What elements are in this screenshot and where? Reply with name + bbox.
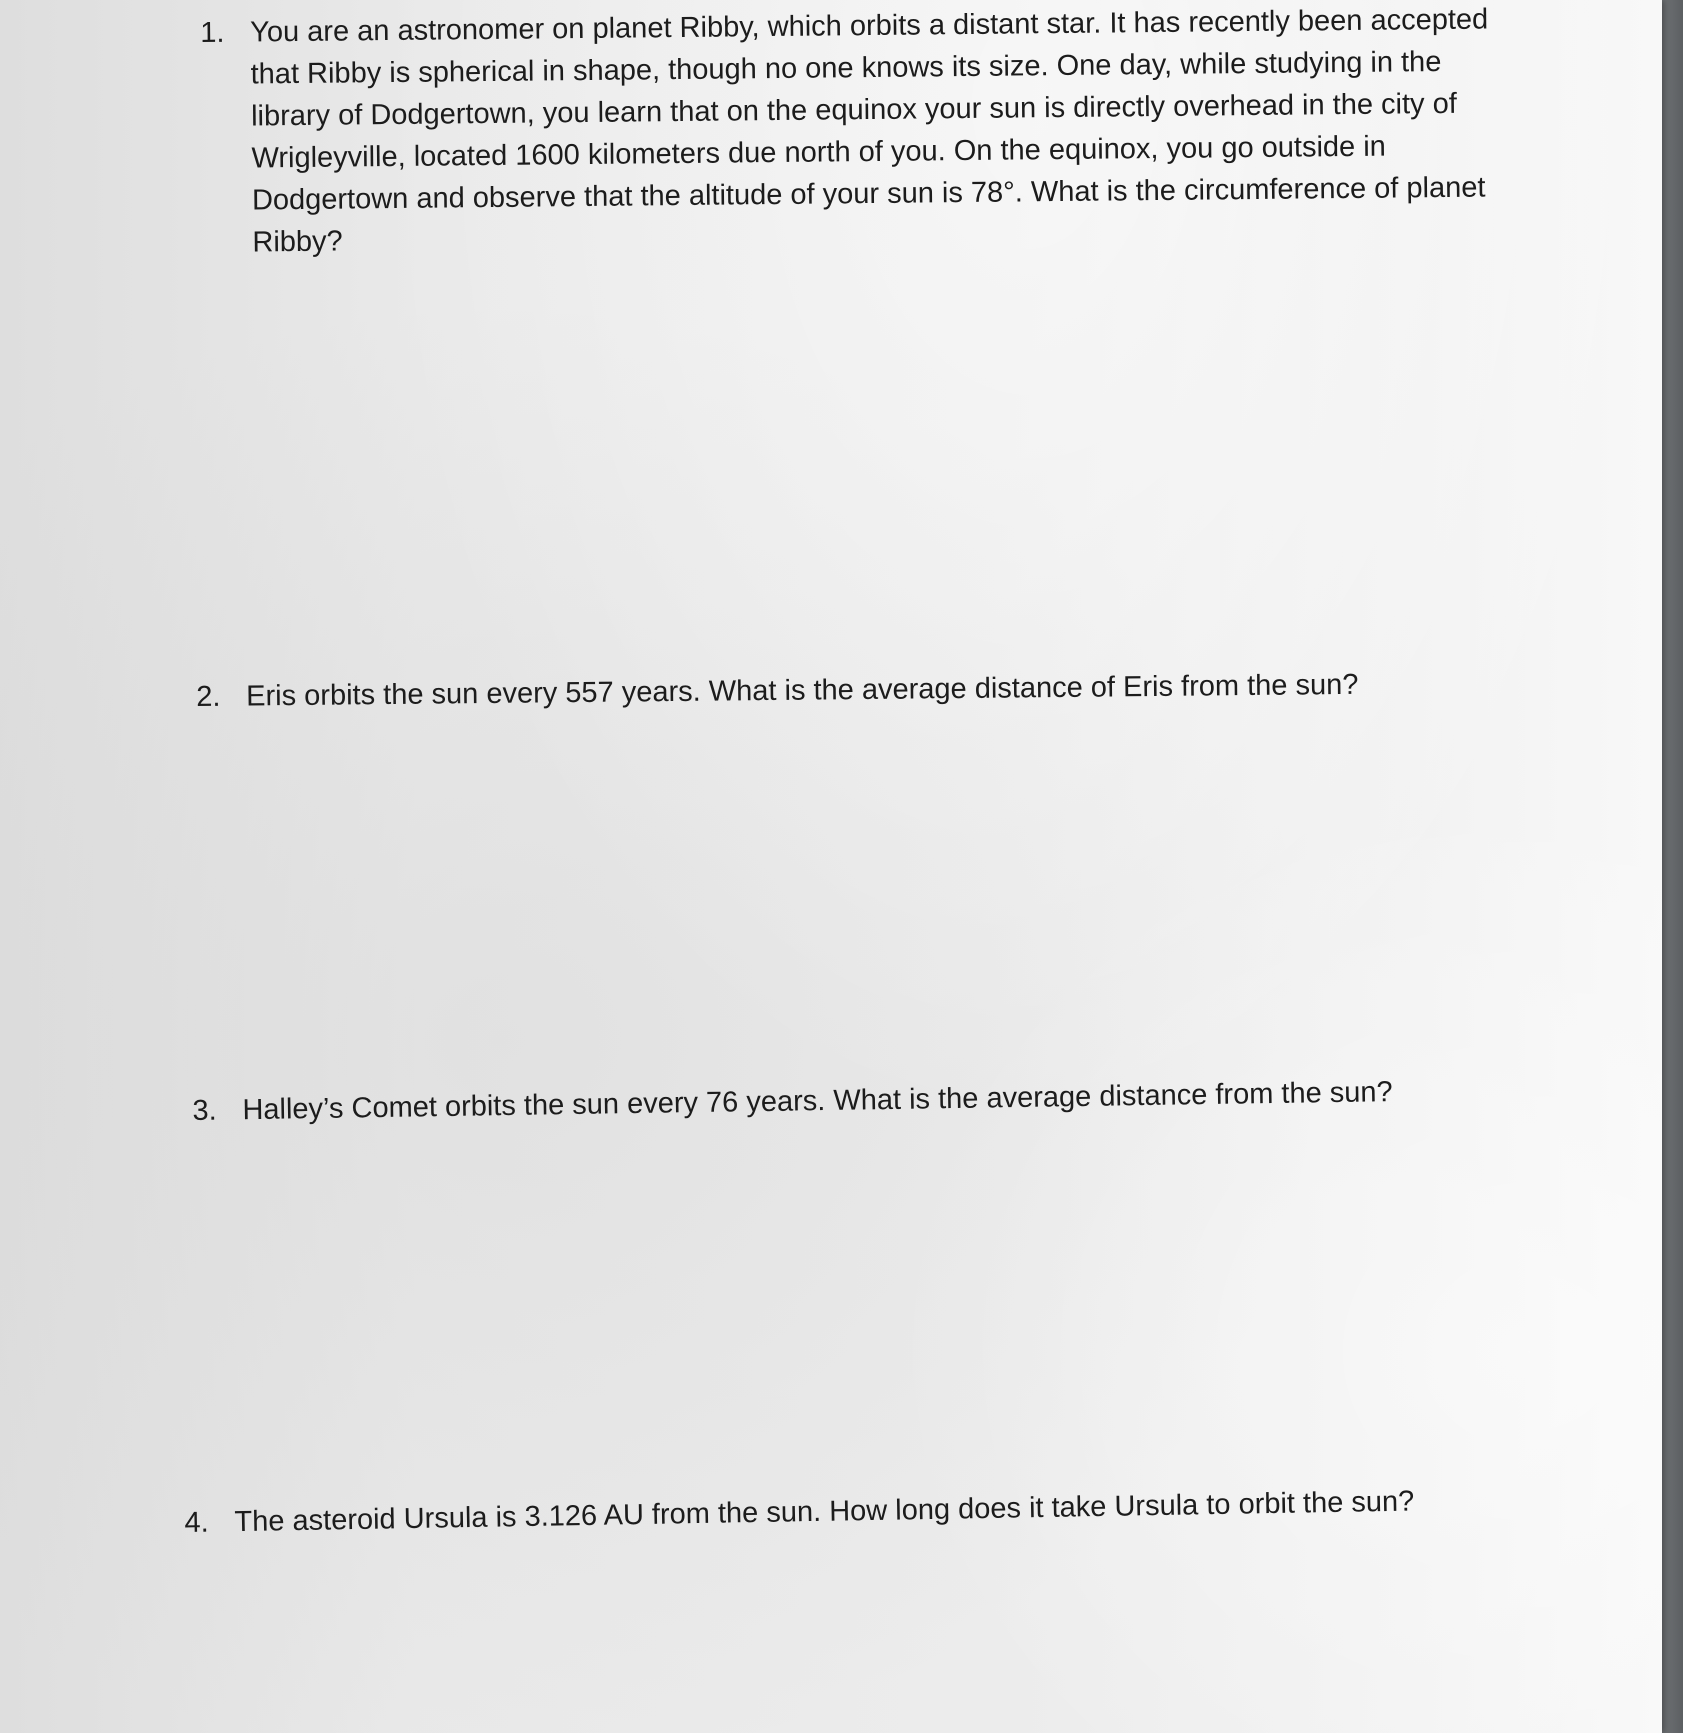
question-2-number: 2. <box>196 680 221 713</box>
question-1-text: You are an astronomer on planet Ribby, which orbits a distant star. It has recently been accepted that Ribby is spherical in shape, though no one knows its size. One day, while studying in the library of Dodgertown, you learn that on the equinox your sun is directly overhead in the city of Wrigleyville, located 1600 kilometers due north of you. On the equinox, you go outside in Dodgertown and observe that the altitude of your sun is 78°. What is the circumference of planet Ribby? <box>250 3 1489 259</box>
question-4 <box>184 1471 1545 1551</box>
question-3 <box>192 1063 1493 1139</box>
question-4-text: The asteroid Ursula is 3.126 AU from the sun. How long does it take Ursula to orbit the sun? <box>234 1485 1415 1539</box>
question-2-text: Eris orbits the sun every 557 years. What is the average distance of Eris from the sun? <box>246 668 1359 713</box>
question-3-number: 3. <box>192 1094 217 1127</box>
question-3-text: Halley’s Comet orbits the sun every 76 years. What is the average distance from the sun? <box>242 1076 1393 1127</box>
question-2 <box>196 662 1516 718</box>
question-1-number: 1. <box>200 16 225 49</box>
question-1 <box>200 0 1503 264</box>
question-4-number: 4. <box>184 1506 209 1539</box>
